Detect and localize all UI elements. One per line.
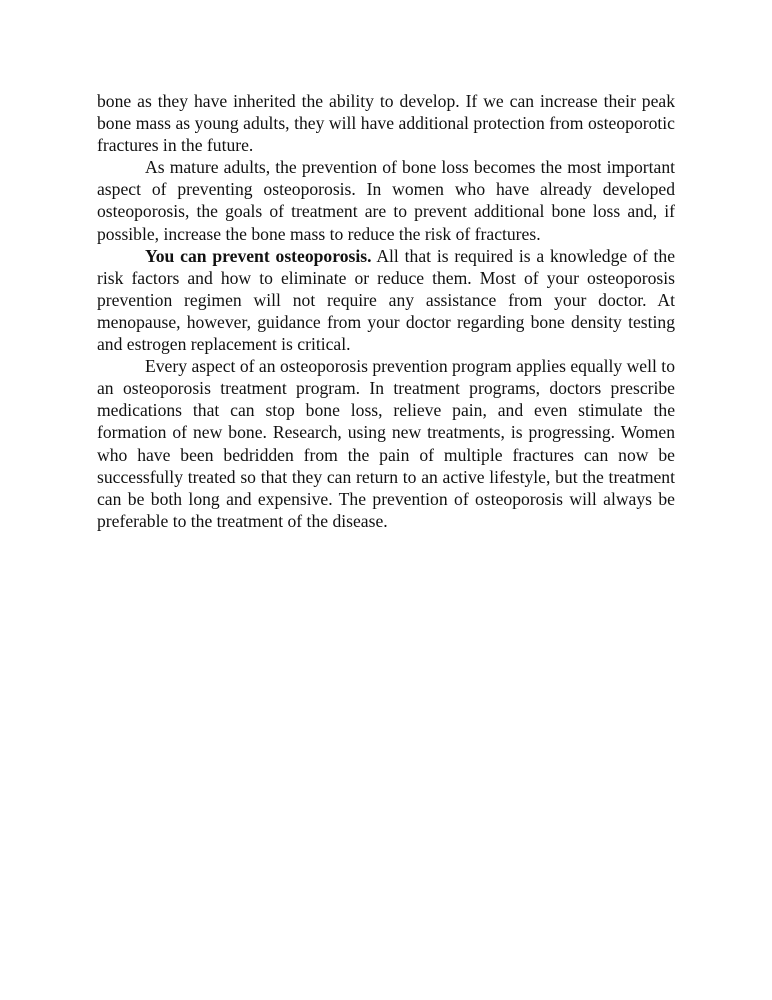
paragraph-mature-adults (97, 156, 675, 244)
paragraph-text: Every aspect of an osteoporosis prevention program applies equally well to an osteoporosis treatment program. In treatment programs, doctors prescribe medications that can stop bone loss, relieve pain, and even stimulate the formation of new bone. Research, using new treatments, is progressing. Women who have been bedridden from the pain of multiple fractures can now be successfully treated so that they can return to an active lifestyle, but the treatment can be both long and expensive. The prevention of osteoporosis will always be preferable to the treatment of the disease. (97, 356, 675, 531)
paragraph-lead-bold: You can prevent osteoporosis. (145, 245, 372, 266)
paragraph-text: bone as they have inherited the ability to develop. If we can increase their peak bone mass as young adults, they will have additional protection from osteoporotic fractures in the future. (97, 91, 675, 156)
document-page (97, 90, 675, 532)
paragraph-peak-bone-mass (97, 90, 675, 156)
paragraph-treatment-program (97, 355, 675, 532)
paragraph-text: As mature adults, the prevention of bone loss becomes the most important aspect of preventing osteoporosis. In women who have already developed osteoporosis, the goals of treatment are to prevent additional bone loss and, if possible, increase the bone mass to reduce the risk of fractures. (97, 157, 675, 244)
paragraph-prevent-osteoporosis (97, 245, 675, 355)
paragraph-text: All that is required is a knowledge of the risk factors and how to eliminate or reduce them. Most of your osteoporosis prevention regimen will not require any assistance from your doctor. At menopause, however, guidance from your doctor regarding bone density testing and estrogen replacement is critical. (97, 245, 675, 355)
